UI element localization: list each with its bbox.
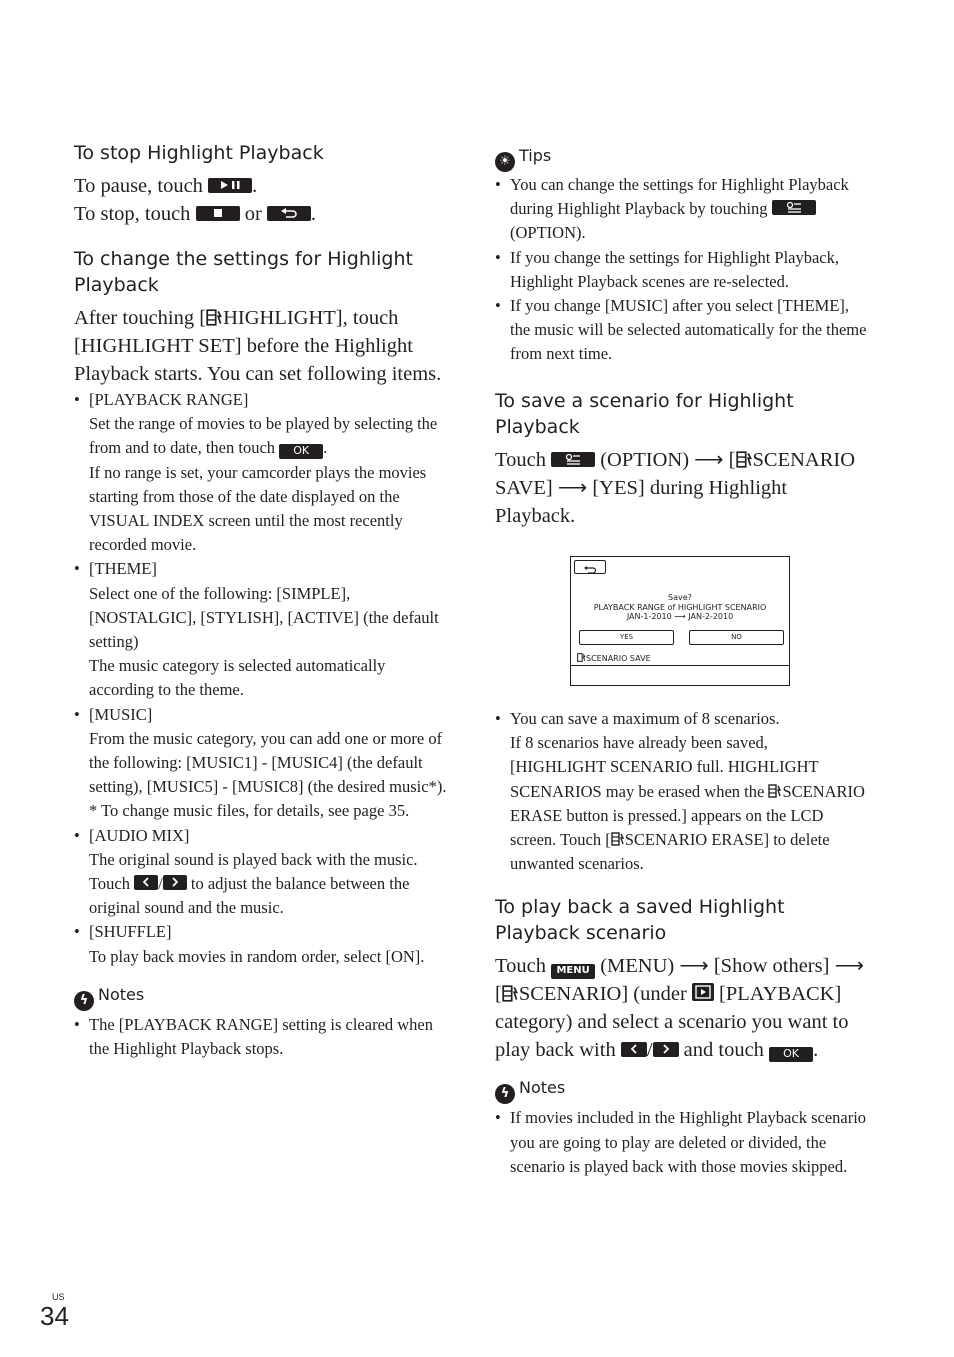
screen-label: SCENARIO SAVE — [577, 653, 651, 663]
notes-list — [74, 1013, 450, 1061]
notes-icon: ϟ — [495, 1084, 515, 1104]
page-number — [40, 1292, 69, 1330]
list-item: • If movies included in the Highlight Playback scenario you are going to play are deleted or divided, the scenario is played back with those movies skipped. — [495, 1106, 867, 1179]
return-icon — [267, 206, 311, 221]
arrow-right-icon: ⟶ — [674, 612, 686, 621]
play-back-steps: Touch MENU (MENU) ⟶ [Show others] ⟶ [ SCENARIO] (under [PLAYBACK] category) and select a scenario you want to play back with / and touch OK . — [495, 955, 864, 1062]
save-scenario-heading: To save a scenario for Highlight Playback — [495, 389, 794, 438]
notes-header: ϟ Notes — [74, 985, 450, 1011]
arrow-right-icon: ⟶ — [694, 448, 724, 471]
list-item: • [AUDIO MIX] The original sound is played back with the music. Touch / to adjust the balance between the original sound and the music. — [74, 824, 450, 921]
list-item: • [SHUFFLE] To play back movies in random order, select [ON]. — [74, 920, 450, 968]
page-number-value: 34 — [40, 1301, 69, 1331]
right-column-lower — [495, 707, 867, 1179]
notes-header: ϟ Notes — [495, 1078, 867, 1104]
highlight-icon — [577, 653, 586, 662]
stop-icon — [196, 206, 240, 221]
yes-button[interactable]: YES — [579, 630, 674, 645]
divider — [571, 665, 789, 666]
highlight-icon — [611, 832, 625, 846]
list-item: • If you change the settings for Highlight Playback, Highlight Playback scenes are re-selected. — [495, 246, 867, 294]
left-arrow-icon — [621, 1042, 647, 1057]
menu-icon: MENU — [551, 964, 595, 979]
notes-list — [495, 1106, 867, 1179]
playback-category-icon — [692, 983, 714, 1001]
highlight-icon — [768, 784, 782, 798]
list-item: • The [PLAYBACK RANGE] setting is cleared when the Highlight Playback stops. — [74, 1013, 450, 1061]
left-arrow-icon — [134, 875, 158, 890]
ok-icon: OK — [769, 1047, 813, 1062]
tips-icon: ☀ — [495, 152, 515, 172]
list-item: • If you change [MUSIC] after you select [THEME], the music will be selected automatically for the theme from next time. — [495, 294, 867, 367]
play-back-heading: To play back a saved Highlight Playback scenario — [495, 896, 785, 945]
change-settings-heading: To change the settings for Highlight Playback — [74, 248, 413, 296]
right-column — [495, 146, 867, 530]
region-label: US — [52, 1292, 65, 1302]
stop-heading: To stop Highlight Playback — [74, 142, 324, 164]
list-item: • [PLAYBACK RANGE] Set the range of movies to be played by selecting the from and to date, then touch OK . If no range is set, your camcorder plays the movies starting from those of the date displayed on the VISUAL INDEX screen until the most recently recorded movie. — [74, 388, 450, 557]
highlight-icon — [502, 985, 519, 1002]
list-item: • [THEME] Select one of the following: [SIMPLE], [NOSTALGIC], [STYLISH], [ACTIVE] (the default setting) The music category is selected automatically according to the theme. — [74, 557, 450, 702]
ok-icon: OK — [279, 444, 323, 459]
right-arrow-icon — [653, 1042, 679, 1057]
right-arrow-icon — [163, 875, 187, 890]
list-item: • You can change the settings for Highlight Playback during Highlight Playback by touching (OPTION). — [495, 173, 867, 246]
back-button[interactable] — [574, 560, 606, 574]
notes-icon: ϟ — [74, 991, 94, 1011]
no-button[interactable]: NO — [689, 630, 784, 645]
save-dialog-message: Save? PLAYBACK RANGE of HIGHLIGHT SCENARIO JAN-1-2010 ⟶ JAN-2-2010 — [593, 593, 767, 621]
change-intro: After touching [ HIGHLIGHT], touch [HIGHLIGHT SET] before the Highlight Playback starts. You can set following items. — [74, 307, 442, 385]
list-item: • You can save a maximum of 8 scenarios. If 8 scenarios have already been saved, [HIGHLIGHT SCENARIO full. HIGHLIGHT SCENARIOS may be erased when the SCENARIO ERASE button is pressed.] appears on the LCD screen. Touch [ SCENARIO ERASE] to delete unwanted scenarios. — [495, 707, 867, 876]
lcd-screen-illustration — [570, 556, 790, 686]
return-icon — [575, 564, 605, 576]
save-steps: Touch (OPTION) ⟶ [ SCENARIO SAVE] ⟶ [YES] during Highlight Playback. — [495, 448, 856, 527]
option-icon — [772, 200, 816, 215]
arrow-right-icon: ⟶ — [557, 476, 588, 499]
tips-list — [495, 173, 867, 367]
highlight-icon — [206, 309, 223, 326]
play-pause-icon — [208, 178, 252, 193]
option-icon — [551, 452, 595, 467]
save-notes-list — [495, 707, 867, 876]
settings-list — [74, 388, 450, 969]
arrow-right-icon: ⟶ — [834, 955, 864, 978]
highlight-icon — [736, 451, 753, 468]
left-column — [74, 140, 450, 1061]
stop-line: To stop, touch or . — [74, 203, 317, 225]
arrow-right-icon: ⟶ — [679, 955, 709, 978]
tips-header: ☀ Tips — [495, 146, 867, 172]
pause-line: To pause, touch . — [74, 175, 258, 197]
list-item: • [MUSIC] From the music category, you can add one or more of the following: [MUSIC1] - [MUSIC4] (the default setting), [MUSIC5] - [MUSIC8] (the desired music*). * To change music files, for details, see page 35. — [74, 703, 450, 824]
